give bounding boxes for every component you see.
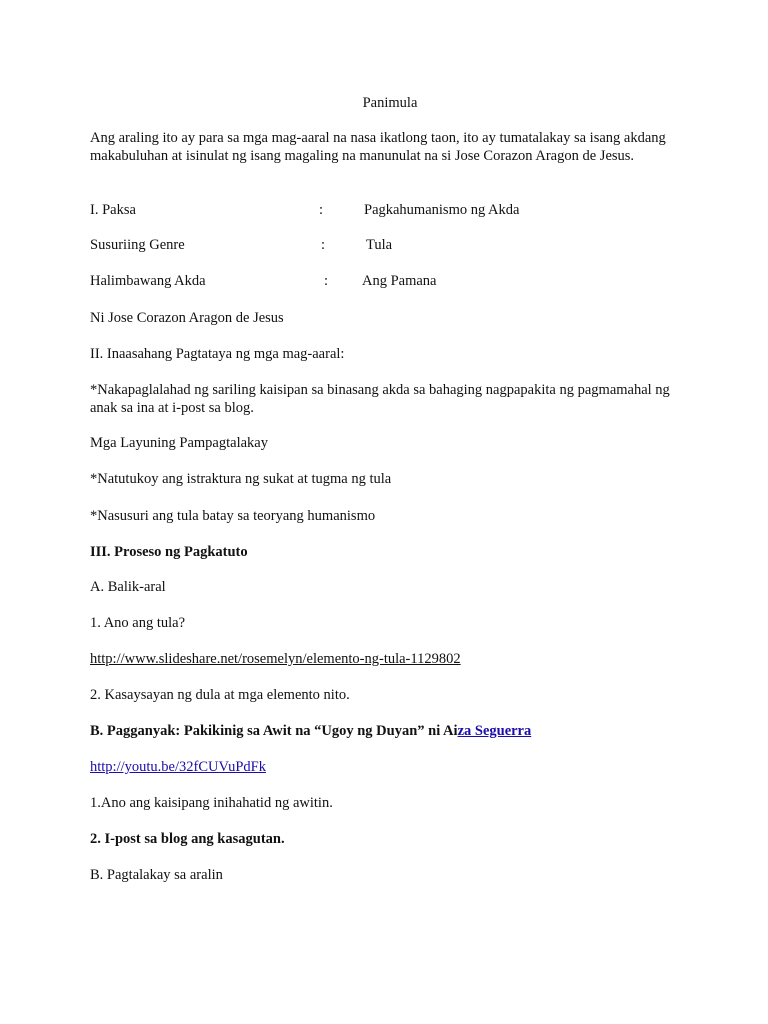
slideshare-link[interactable]: http://www.slideshare.net/rosemelyn/elemento-ng-tula-1129802 <box>90 651 461 667</box>
aiza-seguerra-link[interactable]: za Seguerra <box>457 723 532 739</box>
info-row-akda <box>90 273 690 291</box>
subsection-b-heading <box>90 722 531 740</box>
author-line: Ni Jose Corazon Aragon de Jesus <box>90 310 284 326</box>
section3-heading: III. Proseso ng Pagkatuto <box>90 544 248 560</box>
info-label: I. Paksa <box>90 202 136 218</box>
info-separator: : <box>319 202 324 218</box>
subsection-b2-heading: B. Pagtalakay sa aralin <box>90 867 223 883</box>
section2-item: *Nakapaglalahad ng sariling kaisipan sa binasang akda sa bahaging nagpapakita ng pagmamahal ng anak sa ina at i-post sa blog. <box>90 382 670 416</box>
objectives-heading: Mga Layuning Pampagtalakay <box>90 435 268 451</box>
b-item-1: 1.Ano ang kaisipang inihahatid ng awitin. <box>90 795 333 811</box>
info-row-genre <box>90 237 690 255</box>
info-value: Ang Pamana <box>362 273 437 289</box>
subsection-b-text: B. Pagganyak: Pakikinig sa Awit na “Ugoy ng Duyan” ni Ai <box>90 723 458 739</box>
b-item-2: 2. I-post sa blog ang kasagutan. <box>90 831 285 847</box>
objective-item: *Nasusuri ang tula batay sa teoryang humanismo <box>90 508 376 524</box>
info-value: Tula <box>366 237 393 253</box>
intro-paragraph: Ang araling ito ay para sa mga mag-aaral na nasa ikatlong taon, ito ay tumatalakay sa isang akdang makabuluhan at isinulat ng isang magaling na manunulat na si Jose Corazon Aragon de Jesus. <box>90 130 666 164</box>
youtube-link[interactable]: http://youtu.be/32fCUVuPdFk <box>90 759 266 775</box>
objective-item: *Natutukoy ang istraktura ng sukat at tugma ng tula <box>90 471 392 487</box>
info-value: Pagkahumanismo ng Akda <box>364 202 520 218</box>
info-label: Susuriing Genre <box>90 237 185 253</box>
subsection-a-heading: A. Balik-aral <box>90 579 166 595</box>
document-title: Panimula <box>362 95 418 111</box>
info-label: Halimbawang Akda <box>90 273 206 289</box>
info-separator: : <box>321 237 326 253</box>
question-2: 2. Kasaysayan ng dula at mga elemento nito. <box>90 687 350 703</box>
info-separator: : <box>324 273 329 289</box>
question-1: 1. Ano ang tula? <box>90 615 186 631</box>
info-row-paksa <box>90 202 690 220</box>
section2-heading: II. Inaasahang Pagtataya ng mga mag-aaral: <box>90 346 345 362</box>
